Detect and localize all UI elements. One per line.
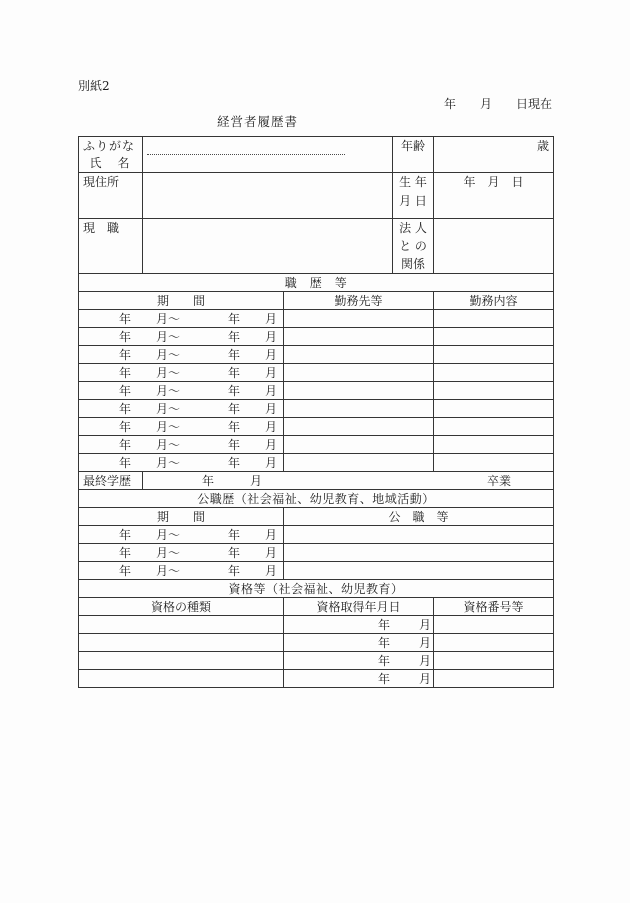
year-label: 年	[228, 312, 241, 326]
month-label: 月	[419, 636, 432, 650]
public-office-input-cell	[284, 526, 554, 544]
duty-input-cell	[434, 328, 554, 346]
qualification-date-cell	[284, 670, 434, 688]
year-label: 年	[378, 654, 391, 668]
employer-input-cell	[284, 454, 434, 472]
work-history-row	[79, 364, 554, 382]
qualification-type-input-cell	[79, 670, 284, 688]
public-period-cell	[79, 526, 284, 544]
age-input-cell	[434, 137, 554, 173]
month-tilde-label: 月～	[156, 546, 181, 560]
qualification-row	[79, 652, 554, 670]
duty-input-cell	[434, 400, 554, 418]
qualification-type-header: 資格の種類	[79, 598, 284, 616]
month-tilde-label: 月～	[156, 456, 181, 470]
public-service-section-row	[79, 490, 554, 508]
public-period-header: 期 間	[79, 508, 284, 526]
public-service-section-title: 公職歴（社会福祉、幼児教育、地域活動）	[79, 490, 554, 508]
year-label: 年	[119, 402, 132, 416]
month-label: 月	[419, 672, 432, 686]
year-label: 年	[202, 474, 215, 488]
month-tilde-label: 月～	[156, 402, 181, 416]
year-label: 年	[228, 402, 241, 416]
duty-input-cell	[434, 418, 554, 436]
qualifications-section-row	[79, 580, 554, 598]
birthdate-label	[393, 173, 434, 219]
month-tilde-label: 月～	[156, 528, 181, 542]
public-period-cell	[79, 544, 284, 562]
month-tilde-label: 月～	[156, 564, 181, 578]
qualification-date-cell	[284, 652, 434, 670]
corp-relation-line3: 関係	[400, 257, 425, 271]
year-label: 年	[378, 672, 391, 686]
duty-input-cell	[434, 310, 554, 328]
year-label: 年	[228, 330, 241, 344]
work-period-cell	[79, 400, 284, 418]
year-label: 年	[119, 330, 132, 344]
employer-input-cell	[284, 418, 434, 436]
final-education-value-cell	[143, 472, 554, 490]
final-education-label: 最終学歴	[79, 472, 143, 490]
month-label: 月	[265, 384, 278, 398]
name-row	[79, 137, 554, 173]
year-label: 年	[119, 456, 132, 470]
year-label: 年	[119, 546, 132, 560]
work-period-cell	[79, 346, 284, 364]
employer-input-cell	[284, 400, 434, 418]
corp-relation-line1: 法 人	[399, 221, 427, 235]
month-label: 月	[265, 546, 278, 560]
corp-relation-label	[393, 219, 434, 274]
work-history-row	[79, 400, 554, 418]
birthdate-input-cell: 年 月 日	[434, 173, 554, 219]
employer-header: 勤務先等	[284, 292, 434, 310]
qualification-type-input-cell	[79, 634, 284, 652]
work-period-cell	[79, 418, 284, 436]
month-label: 月	[265, 528, 278, 542]
birthdate-label-line1: 生 年	[399, 175, 427, 189]
month-label: 月	[265, 330, 278, 344]
corp-relation-input-cell	[434, 219, 554, 274]
employer-input-cell	[284, 310, 434, 328]
address-input-cell	[143, 173, 393, 219]
graduation-suffix: 卒業	[487, 474, 512, 488]
resume-form-table	[78, 136, 554, 688]
furigana-label: ふりがな	[83, 139, 136, 153]
work-history-row	[79, 346, 554, 364]
name-input-cell	[143, 137, 393, 173]
month-tilde-label: 月～	[156, 312, 181, 326]
qualification-type-input-cell	[79, 616, 284, 634]
year-label: 年	[119, 438, 132, 452]
year-label: 年	[119, 366, 132, 380]
address-row	[79, 173, 554, 219]
public-service-row	[79, 562, 554, 580]
work-history-row	[79, 328, 554, 346]
month-tilde-label: 月～	[156, 330, 181, 344]
year-label: 年	[378, 636, 391, 650]
age-unit-label: 歳	[536, 139, 549, 153]
year-label: 年	[119, 384, 132, 398]
qualification-type-input-cell	[79, 652, 284, 670]
current-job-label: 現 職	[79, 219, 143, 274]
work-period-cell	[79, 364, 284, 382]
furigana-dotted-line	[147, 137, 345, 155]
public-office-input-cell	[284, 562, 554, 580]
public-office-header: 公 職 等	[284, 508, 554, 526]
period-header: 期 間	[79, 292, 284, 310]
corp-relation-line2: と の	[399, 239, 427, 253]
qualification-date-cell	[284, 616, 434, 634]
employer-input-cell	[284, 346, 434, 364]
qualification-number-input-cell	[434, 652, 554, 670]
work-history-row	[79, 310, 554, 328]
year-label: 年	[228, 546, 241, 560]
final-education-row	[79, 472, 554, 490]
public-period-cell	[79, 562, 284, 580]
work-period-cell	[79, 454, 284, 472]
name-label-cell	[79, 137, 143, 173]
year-label: 年	[119, 420, 132, 434]
month-tilde-label: 月～	[156, 348, 181, 362]
month-tilde-label: 月～	[156, 420, 181, 434]
qualification-number-input-cell	[434, 616, 554, 634]
month-label: 月	[265, 456, 278, 470]
year-label: 年	[119, 312, 132, 326]
qualification-number-header: 資格番号等	[434, 598, 554, 616]
name-label: 氏 名	[89, 156, 132, 170]
public-service-row	[79, 526, 554, 544]
qualifications-header-row	[79, 598, 554, 616]
employer-input-cell	[284, 328, 434, 346]
year-label: 年	[378, 618, 391, 632]
employer-input-cell	[284, 364, 434, 382]
year-label: 年	[228, 564, 241, 578]
work-history-section-title: 職 歴 等	[79, 274, 554, 292]
month-label: 月	[265, 420, 278, 434]
public-office-input-cell	[284, 544, 554, 562]
qualification-row	[79, 670, 554, 688]
work-history-row	[79, 418, 554, 436]
qualification-date-header: 資格取得年月日	[284, 598, 434, 616]
year-label: 年	[228, 420, 241, 434]
birthdate-label-line2: 月 日	[399, 194, 427, 208]
month-tilde-label: 月～	[156, 438, 181, 452]
year-label: 年	[228, 384, 241, 398]
duty-input-cell	[434, 346, 554, 364]
work-period-cell	[79, 436, 284, 454]
duty-input-cell	[434, 364, 554, 382]
current-job-row	[79, 219, 554, 274]
qualification-date-cell	[284, 634, 434, 652]
qualification-number-input-cell	[434, 634, 554, 652]
employer-input-cell	[284, 436, 434, 454]
year-label: 年	[228, 528, 241, 542]
public-service-header-row	[79, 508, 554, 526]
qualification-row	[79, 616, 554, 634]
month-label: 月	[265, 366, 278, 380]
work-history-row	[79, 382, 554, 400]
public-service-row	[79, 544, 554, 562]
month-label: 月	[265, 402, 278, 416]
month-tilde-label: 月～	[156, 384, 181, 398]
work-period-cell	[79, 310, 284, 328]
duty-input-cell	[434, 436, 554, 454]
year-label: 年	[228, 348, 241, 362]
work-period-cell	[79, 382, 284, 400]
qualification-row	[79, 634, 554, 652]
work-history-row	[79, 454, 554, 472]
month-label: 月	[265, 438, 278, 452]
month-tilde-label: 月～	[156, 366, 181, 380]
year-label: 年	[119, 564, 132, 578]
address-label: 現住所	[79, 173, 143, 219]
month-label: 月	[419, 618, 432, 632]
year-label: 年	[119, 348, 132, 362]
duty-input-cell	[434, 454, 554, 472]
month-label: 月	[265, 348, 278, 362]
duty-input-cell	[434, 382, 554, 400]
year-label: 年	[228, 366, 241, 380]
employer-input-cell	[284, 382, 434, 400]
work-history-header-row	[79, 292, 554, 310]
current-job-input-cell	[143, 219, 393, 274]
qualification-number-input-cell	[434, 670, 554, 688]
qualifications-section-title: 資格等（社会福祉、幼児教育）	[79, 580, 554, 598]
work-history-section-row	[79, 274, 554, 292]
attachment-label: 別紙2	[78, 79, 110, 93]
duty-header: 勤務内容	[434, 292, 554, 310]
month-label: 月	[265, 564, 278, 578]
work-history-row	[79, 436, 554, 454]
as-of-date-line: 年 月 日現在	[443, 97, 552, 111]
month-label: 月	[265, 312, 278, 326]
year-label: 年	[228, 456, 241, 470]
month-label: 月	[250, 474, 263, 488]
year-label: 年	[119, 528, 132, 542]
age-label: 年齢	[393, 137, 434, 173]
page-title: 経営者履歴書	[217, 114, 299, 129]
work-period-cell	[79, 328, 284, 346]
month-label: 月	[419, 654, 432, 668]
year-label: 年	[228, 438, 241, 452]
